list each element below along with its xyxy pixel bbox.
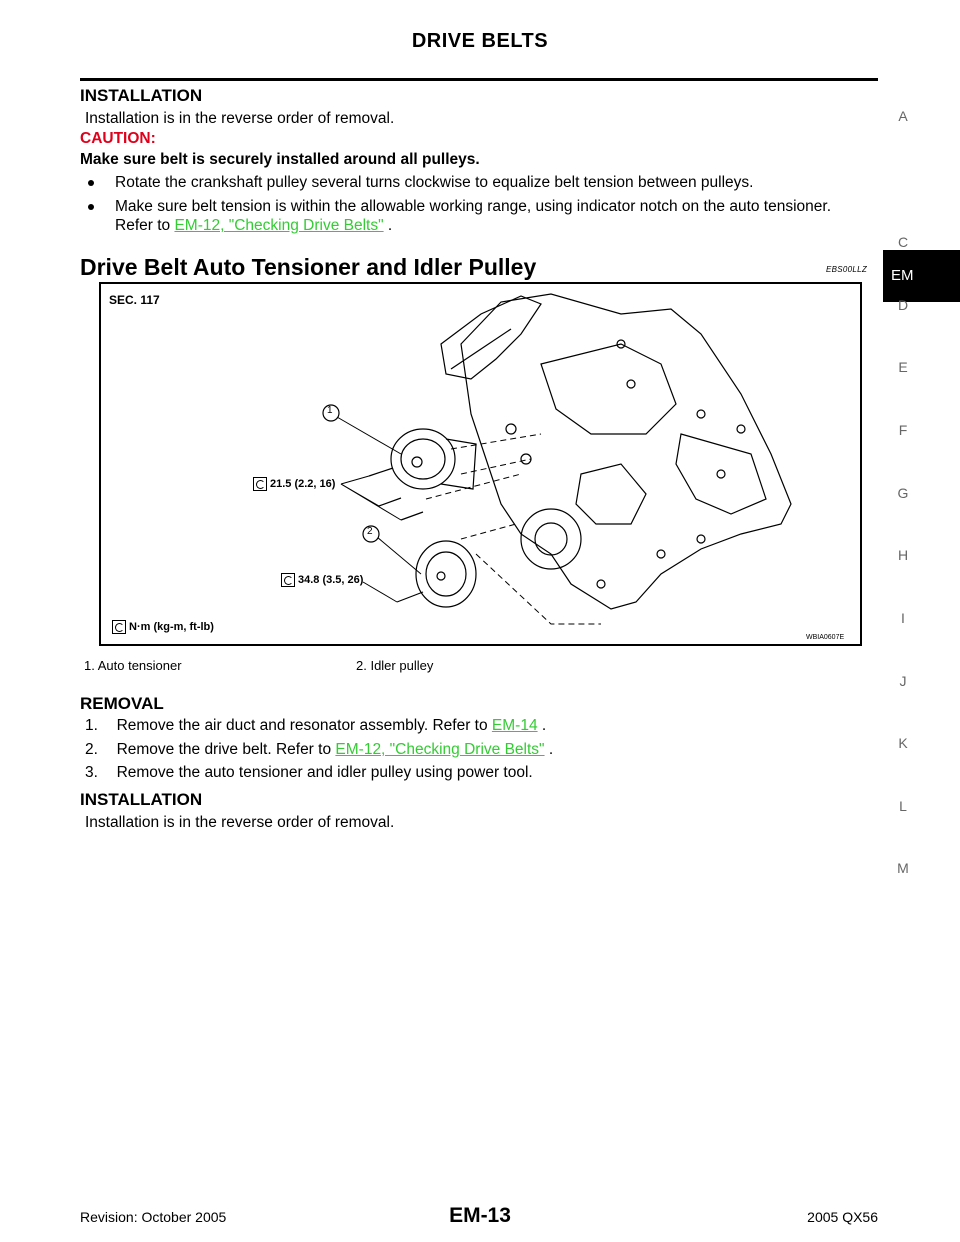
- period: .: [548, 741, 554, 758]
- footer-model: 2005 QX56: [807, 1209, 878, 1225]
- crank-seat: [521, 509, 581, 569]
- torque-wrench-icon: [253, 477, 267, 491]
- idler-pulley: [416, 541, 476, 607]
- torque-spec-2: [281, 573, 363, 587]
- footer-revision: Revision: October 2005: [80, 1209, 227, 1225]
- index-k[interactable]: K: [898, 735, 908, 751]
- installation-text-2: Installation is in the reverse order of removal.: [85, 814, 395, 831]
- caution-label: CAUTION:: [80, 130, 156, 147]
- period: .: [541, 717, 547, 734]
- installation-heading-2: INSTALLATION: [80, 790, 203, 809]
- bolt: [397, 592, 423, 602]
- bullet-2-refer: [115, 216, 392, 236]
- index-d[interactable]: D: [897, 297, 909, 313]
- units-text: N·m (kg-m, ft-lb): [129, 620, 214, 633]
- torque-units: [112, 620, 214, 634]
- index-l[interactable]: L: [899, 798, 907, 814]
- bullet-dot: [88, 180, 94, 186]
- engine-diagram: [101, 284, 860, 644]
- installation-heading: INSTALLATION: [80, 86, 203, 105]
- sec-label: SEC. 117: [109, 293, 160, 307]
- removal-step-2: [85, 741, 553, 759]
- step-text: Remove the air duct and resonator assembly. Refer to: [116, 717, 488, 734]
- em-14-link[interactable]: EM-14: [491, 717, 538, 734]
- removal-step-3: [85, 764, 533, 782]
- section-code: EBS00LLZ: [826, 265, 868, 274]
- step-number: 2.: [85, 741, 98, 758]
- index-i[interactable]: I: [901, 610, 905, 626]
- index-g[interactable]: G: [897, 485, 909, 501]
- step-number: 3.: [85, 764, 98, 781]
- refer-to-text: Refer to: [115, 217, 171, 234]
- step-text: Remove the auto tensioner and idler pulley using power tool.: [116, 764, 533, 781]
- torque-1-value: 21.5 (2.2, 16): [270, 477, 336, 490]
- torque-spec-1: [253, 477, 335, 491]
- figure-frame: [99, 282, 862, 646]
- page-header-title: DRIVE BELTS: [411, 30, 549, 52]
- callout-1-label: 1: [327, 405, 333, 416]
- figure-code: WBIA0607E: [806, 634, 845, 641]
- footer-page-number: EM-13: [449, 1204, 511, 1227]
- legend-item-1: 1. Auto tensioner: [84, 658, 182, 673]
- index-em-active[interactable]: EM: [883, 250, 960, 302]
- torque-wrench-icon: [112, 620, 126, 634]
- index-j[interactable]: J: [899, 673, 907, 689]
- removal-heading: REMOVAL: [80, 694, 164, 713]
- period: .: [387, 217, 393, 234]
- index-a[interactable]: A: [898, 108, 908, 124]
- index-m[interactable]: M: [897, 860, 909, 876]
- checking-drive-belts-link[interactable]: EM-12, "Checking Drive Belts": [335, 741, 545, 758]
- bullet-dot: [88, 204, 94, 210]
- bolt: [401, 512, 423, 520]
- index-h[interactable]: H: [897, 547, 909, 563]
- upper-duct: [441, 296, 541, 379]
- index-f[interactable]: F: [898, 422, 908, 438]
- index-c[interactable]: C: [897, 234, 909, 250]
- callout-2-label: 2: [367, 526, 373, 537]
- section-title: Drive Belt Auto Tensioner and Idler Pulley: [80, 254, 537, 280]
- step-number: 1.: [85, 717, 98, 734]
- legend-item-2: 2. Idler pulley: [356, 658, 434, 673]
- torque-2-value: 34.8 (3.5, 26): [298, 573, 364, 586]
- step-text: Remove the drive belt. Refer to: [116, 741, 332, 758]
- installation-intro: Installation is in the reverse order of removal.: [85, 110, 395, 127]
- bolt: [369, 468, 393, 476]
- checking-drive-belts-link[interactable]: EM-12, "Checking Drive Belts": [174, 217, 384, 234]
- removal-step-1: [85, 717, 546, 735]
- bullet-2-text: Make sure belt tension is within the allowable working range, using indicator notch on the auto tensioner.: [115, 198, 832, 215]
- torque-wrench-icon: [281, 573, 295, 587]
- caution-text: Make sure belt is securely installed around all pulleys.: [80, 151, 480, 168]
- bolt: [379, 498, 401, 506]
- header-rule: [80, 78, 878, 81]
- index-e[interactable]: E: [898, 359, 908, 375]
- bullet-1-text: Rotate the crankshaft pulley several turns clockwise to equalize belt tension between pulleys.: [115, 174, 754, 191]
